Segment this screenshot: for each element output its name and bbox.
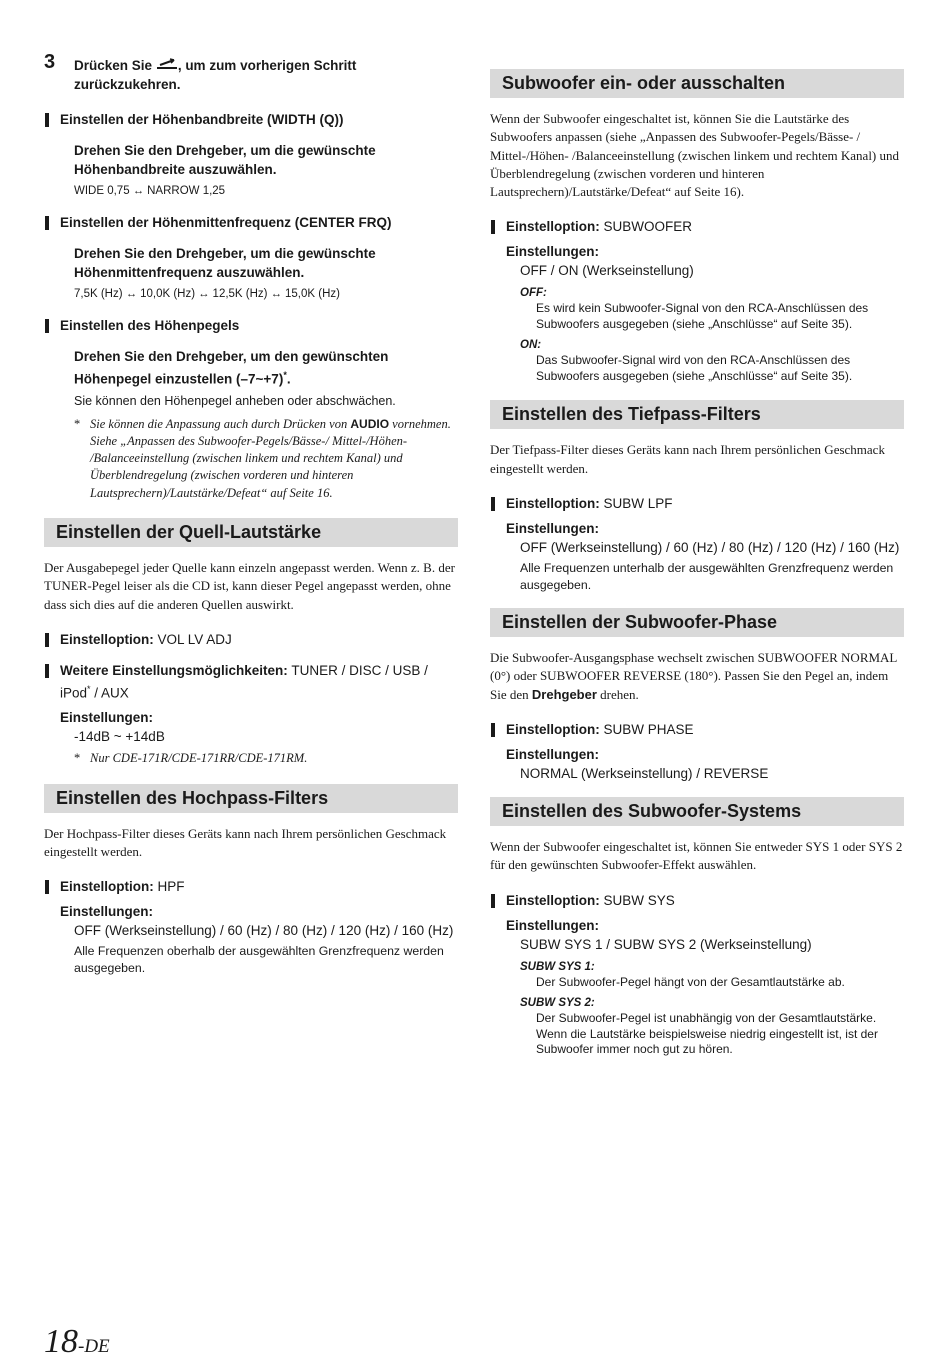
instr-text: , um die gewünschte Höhenmittenfrequenz auszuwählen. bbox=[74, 246, 376, 280]
treble-level-note: Sie können den Höhenpegel anheben oder abschwächen. bbox=[74, 393, 396, 408]
instr-text: , um den gewünschten Höhenpegel einzustellen (–7~+7) bbox=[74, 349, 389, 387]
option-label: Einstelloption: bbox=[60, 631, 154, 647]
source-volume-body: Der Ausgabepegel jeder Quelle kann einzeln angepasst werden. Wenn z. B. der TUNER-Pegel leiser als die CD ist, kann dieser Pegel angepasst werden, ohne dass sich dies auf die anderen Quellen auswirkt. bbox=[44, 559, 455, 612]
body-keyword: Drehgeber bbox=[531, 686, 597, 702]
option-value: SUBWOOFER bbox=[599, 219, 693, 235]
lpf-settings-label: Einstellungen: bbox=[506, 521, 600, 537]
source-volume-footnote bbox=[44, 750, 458, 767]
step-3 bbox=[44, 51, 458, 94]
instr-text: . bbox=[286, 371, 291, 387]
footnote-keyword: AUDIO bbox=[350, 416, 390, 431]
source-volume-settings-label: Einstellungen: bbox=[60, 710, 154, 726]
more-value: TUNER / DISC / USB / iPod bbox=[60, 662, 428, 701]
subwoofer-onoff-title: Subwoofer ein- oder ausschalten bbox=[490, 69, 904, 98]
width-q-heading: Einstellen der Höhenbandbreite (WIDTH (Q)) bbox=[44, 110, 458, 129]
hpf-option bbox=[44, 877, 458, 896]
on-desc: Das Subwoofer-Signal wird von den RCA-Anschlüssen des Subwoofers ausgegeben (siehe „Anschlüsse“ auf Seite 35). bbox=[536, 353, 853, 383]
option-value: SUBW SYS bbox=[599, 892, 675, 908]
sys1-desc: Der Subwoofer-Pegel hängt von der Gesamtlautstärke ab. bbox=[536, 974, 845, 989]
system-settings-value: SUBW SYS 1 / SUBW SYS 2 (Werkseinstellung) bbox=[520, 936, 812, 952]
value: 12,5K (Hz) bbox=[212, 288, 268, 300]
lpf-option bbox=[490, 494, 904, 513]
instr-keyword: Drehgeber bbox=[176, 246, 243, 261]
treble-level-footnote bbox=[44, 416, 458, 502]
source-volume-more bbox=[44, 661, 458, 703]
instr-keyword: Drehgeber bbox=[176, 143, 243, 158]
treble-level-heading: Einstellen des Höhenpegels bbox=[44, 316, 458, 335]
value: NARROW 1,25 bbox=[147, 185, 226, 197]
lpf-body: Der Tiefpass-Filter dieses Geräts kann nach Ihrem persönlichen Geschmack eingestellt werden. bbox=[490, 442, 885, 476]
step-number: 3 bbox=[44, 51, 56, 73]
lpf-title: Einstellen des Tiefpass-Filters bbox=[490, 400, 904, 429]
sys2-desc: Der Subwoofer-Pegel ist unabhängig von der Gesamtlautstärke. Wenn die Lautstärke beispielsweise niedrig eingestellt ist, ist der Subwoofer immer noch gut zu hören. bbox=[536, 1011, 878, 1057]
hpf-settings-value: OFF (Werkseinstellung) / 60 (Hz) / 80 (Hz) / 120 (Hz) / 160 (Hz) bbox=[74, 923, 454, 939]
hpf-settings-label: Einstellungen: bbox=[60, 904, 154, 920]
footnote-text: vornehmen. Siehe „Anpassen des Subwoofer-Pegels/Bässe-/ Mittel-/Höhen- /Balanceeinstellung (zwischen linkem und rechtem Kanal) und Überblendregelung (zwischen vorderen und hinteren Lautsprechern)/Lautstärke/Defeat“ auf Seite 16. bbox=[90, 416, 451, 500]
page-number-value: 18 bbox=[44, 1323, 78, 1360]
width-q-values bbox=[44, 183, 458, 199]
subwoofer-onoff-settings-value: OFF / ON (Werkseinstellung) bbox=[520, 263, 694, 279]
source-volume-settings-value: -14dB ~ +14dB bbox=[74, 729, 165, 745]
system-settings-label: Einstellungen: bbox=[506, 917, 600, 933]
source-volume-option bbox=[44, 630, 458, 649]
body-text: Die Subwoofer-Ausgangsphase wechselt zwischen SUBWOOFER NORMAL (0°) oder SUBWOOFER REVERSE (180°). Passen Sie den Pegel an, indem Sie den bbox=[490, 650, 897, 702]
lpf-settings-value: OFF (Werkseinstellung) / 60 (Hz) / 80 (Hz) / 120 (Hz) / 160 (Hz) bbox=[520, 540, 900, 556]
value: WIDE 0,75 bbox=[74, 185, 130, 197]
option-value: VOL LV ADJ bbox=[153, 631, 232, 647]
bidirectional-arrow-icon: ↔ bbox=[125, 288, 138, 300]
right-column bbox=[490, 69, 904, 1058]
sys2-term: SUBW SYS 2: bbox=[520, 997, 595, 1010]
subwoofer-onoff-settings-label: Einstellungen: bbox=[506, 244, 600, 260]
more-label: Weitere Einstellungsmöglichkeiten: bbox=[60, 662, 288, 678]
phase-settings-label: Einstellungen: bbox=[506, 746, 600, 762]
system-body: Wenn der Subwoofer eingeschaltet ist, können Sie entweder SYS 1 oder SYS 2 für den gewünschten Subwoofer-Effekt auswählen. bbox=[490, 838, 903, 873]
center-frq-instruction bbox=[44, 244, 458, 282]
value: 7,5K (Hz) bbox=[74, 288, 123, 300]
source-volume-title: Einstellen der Quell-Lautstärke bbox=[44, 518, 458, 547]
option-value: HPF bbox=[153, 879, 185, 895]
hpf-body: Der Hochpass-Filter dieses Geräts kann nach Ihrem persönlichen Geschmack eingestellt werden. bbox=[44, 825, 447, 859]
hpf-title: Einstellen des Hochpass-Filters bbox=[44, 784, 458, 813]
footnote-marker: * bbox=[283, 370, 287, 380]
body-text: drehen. bbox=[596, 686, 639, 702]
subwoofer-onoff-option bbox=[490, 217, 904, 236]
off-term: OFF: bbox=[520, 287, 547, 300]
option-value: SUBW PHASE bbox=[599, 721, 694, 737]
left-column bbox=[44, 51, 458, 977]
footnote-text: Nur CDE-171R/CDE-171RR/CDE-171RM. bbox=[90, 751, 308, 766]
more-value: / AUX bbox=[90, 685, 129, 701]
width-q-instruction bbox=[44, 141, 458, 179]
footnote-star: * bbox=[74, 751, 81, 766]
return-icon bbox=[156, 58, 178, 71]
step-text-before: Drücken Sie bbox=[74, 58, 153, 73]
phase-body bbox=[490, 649, 904, 704]
center-frq-values bbox=[44, 286, 458, 302]
footnote-text: Sie können die Anpassung auch durch Drücken von bbox=[90, 416, 351, 431]
option-label: Einstelloption: bbox=[506, 219, 600, 235]
phase-option bbox=[490, 720, 904, 739]
value: 10,0K (Hz) bbox=[140, 288, 196, 300]
instr-text: Drehen Sie den bbox=[74, 349, 177, 364]
page-number bbox=[44, 1322, 110, 1367]
option-value: SUBW LPF bbox=[599, 496, 673, 512]
step-text-after: , um zum vorherigen Schritt zurückzukehren. bbox=[74, 58, 357, 92]
sys1-term: SUBW SYS 1: bbox=[520, 960, 595, 973]
value: 15,0K (Hz) bbox=[285, 288, 340, 300]
system-title: Einstellen des Subwoofer-Systems bbox=[490, 797, 904, 826]
instr-text: Drehen Sie den bbox=[74, 143, 177, 158]
system-option bbox=[490, 891, 904, 910]
off-desc: Es wird kein Subwoofer-Signal von den RCA-Anschlüssen des Subwoofers ausgegeben (siehe „Anschlüsse“ auf Seite 35). bbox=[536, 301, 869, 331]
bidirectional-arrow-icon: ↔ bbox=[270, 288, 283, 300]
option-label: Einstelloption: bbox=[60, 879, 154, 895]
phase-title: Einstellen der Subwoofer-Phase bbox=[490, 608, 904, 637]
footnote-marker: * bbox=[87, 683, 91, 694]
footnote-star: * bbox=[74, 416, 81, 431]
option-label: Einstelloption: bbox=[506, 892, 600, 908]
page-suffix: -DE bbox=[78, 1336, 110, 1357]
instr-keyword: Drehgeber bbox=[176, 349, 243, 364]
phase-settings-value: NORMAL (Werkseinstellung) / REVERSE bbox=[520, 765, 769, 781]
treble-level-instruction bbox=[44, 347, 458, 389]
instr-text: , um die gewünschte Höhenbandbreite auszuwählen. bbox=[74, 143, 376, 177]
option-label: Einstelloption: bbox=[506, 721, 600, 737]
instr-text: Drehen Sie den bbox=[74, 246, 177, 261]
bidirectional-arrow-icon: ↔ bbox=[198, 288, 210, 300]
subwoofer-onoff-body: Wenn der Subwoofer eingeschaltet ist, können Sie die Lautstärke des Subwoofers anpassen (siehe „Anpassen des Subwoofer-Pegels/Bässe- / Mittel-/Höhen- /Balanceeinstellung (zwischen linkem und rechtem Kanal) und Überblendregelung (zwischen vorderen und hinteren Lautsprechern)/Lautstärke/Defeat“ auf Seite 16). bbox=[490, 111, 900, 200]
bidirectional-arrow-icon: ↔ bbox=[132, 185, 145, 197]
center-frq-heading: Einstellen der Höhenmittenfrequenz (CENTER FRQ) bbox=[44, 213, 458, 232]
hpf-note: Alle Frequenzen oberhalb der ausgewählten Grenzfrequenz werden ausgegeben. bbox=[74, 944, 444, 976]
option-label: Einstelloption: bbox=[506, 496, 600, 512]
lpf-note: Alle Frequenzen unterhalb der ausgewählten Grenzfrequenz werden ausgegeben. bbox=[520, 561, 894, 593]
on-term: ON: bbox=[520, 339, 542, 352]
